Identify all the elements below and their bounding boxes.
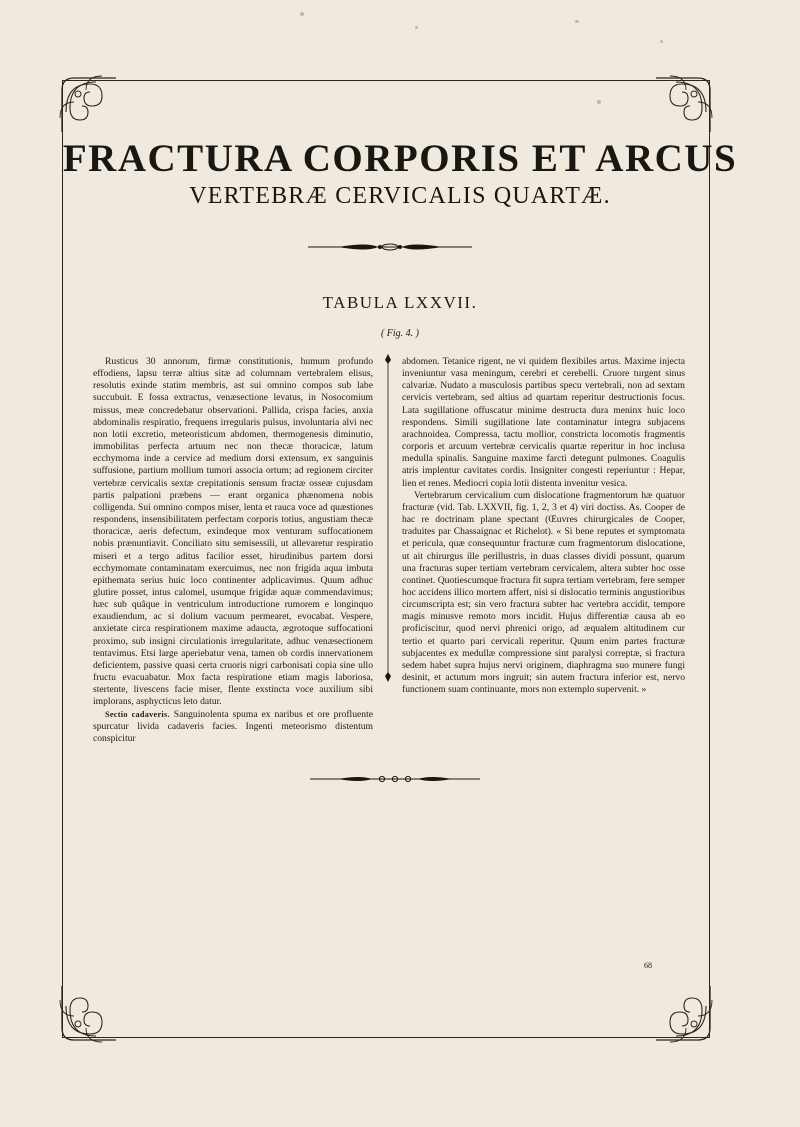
corner-flourish-bottom-right xyxy=(650,980,716,1046)
corner-flourish-top-right xyxy=(650,72,716,138)
text-column-left xyxy=(93,356,373,745)
commentary-paragraph: Vertebrarum cervicalium cum dislocatione fragmentorum hæ quatuor fracturæ (vid. Tab. LXXVII, fig. 1, 2, 3 et 4) viri doctiss. As. Cooper de hac re doctrinam plane spectant (Œuvres chirurgicales de Cooper, traduites par Chassaignac et Richelot). « Si bene reputes et symptomata et pericula, quæ consequuntur fracturæ cum fragmentorum dislocatione, ut ait chirurgus ille perillustris, in duas classes dividi possunt, quarum una fracturas super tertiam vertebram cervicalem, altera subter hoc osse continet. Quotiescumque fractura fit supra tertiam vertebram, fere semper hoc accidens illico mortem affert, nisi si dislocatio terminis angustioribus circumscripta est; sin vero fractura subter hac vertebra accidit, tempore magis minusve remoto mors incidit. Hujus differentiæ causa ab eo proficiscitur, quod nervi phrenici origo, ad æqualem altitudinem cur tertio et quarto pari cervicali reperitur. Quum enim partes fracturæ subjacentes ex medullæ compressione sint paralysi correptæ, si fractura sedem habet supra hujus nervi originem, diaphragma suo munere fungi desinit, et actutum mors ingruit; sin autem fractura inferior est, nervo functionem suam continuante, mors non extemplo supervenit. » xyxy=(402,489,685,696)
text-column-right xyxy=(402,356,685,696)
autopsy-continuation-paragraph: abdomen. Tetanice rigent, ne vi quidem flexibiles artus. Maxime injecta inveniuntur vasa meningum, cerebri et cerebelli. Cruore turgent sinus calvariæ. Nudato a musculosis partibus specu vertebrali, non ad sextam cervicis vertebram, sed altius ad quartam reperitur destructionis focus. Lata sugillatione offuscatur minime destructa dura meninx huic loco respondens. Simili sugillatione late contaminatur integra subjacens arachnoidea. Compressa, tactu mollior, constricta locomotis fragmentis corporis et arcuum vertebræ cervicalis quartæ reperitur in hoc inclusa medulla spinalis. Sanguine maxime farcti detegunt pulmones. Coagulis atris implentur cavitates cordis. Insigniter congesti reperiuntur : Hepar, lien et renes. Mediocri copia lotii distenta invenitur vesica. xyxy=(402,356,685,489)
page-subtitle: VERTEBRÆ CERVICALIS QUARTÆ. xyxy=(189,183,611,209)
page-title: FRACTURA CORPORIS ET ARCUS xyxy=(62,137,738,180)
paper-speck xyxy=(415,26,418,29)
autopsy-text: Sanguinolenta spuma ex naribus et ore profluente spurcatur livida cadaveris facies. Ingenti meteorismo distentum conspicitur xyxy=(93,708,373,744)
case-history-paragraph: Rusticus 30 annorum, firmæ constitutionis, humum profundo effodiens, lapsu terræ altius sitæ ad columnam vertebralem elisus, resolutis exinde statim membris, ast sui omnino compos sub labe succubuit. E fossa extractus, venæsectione levatus, in Nosocomium missus, meæ concredebatur observationi. Pallida, crispa facies, anxia abdominalis respiratio, frequens irregularis pulsus, involuntaria alvi nec non lotii excretio, meteoristicum abdomen, thermogenesis diminutio, immobilitas perfecta artuum nec non thecæ thoracicæ, latum ecchymoma inde a cervice ad medium dorsi extensum, ex sanguinis suffusione, partium mollium tumori associa ortum; ad regionem circiter vertebræ cervicalis sextæ crepitationis sensum fractæ osseæ cujusdam partis palpationi præbens — erant organica phænomena nobis colligenda. Sui omnino compos miser, lenta et rauca voce ad quæstiones respondens, insensibilitatem perfectam corporis totius, angustiam thecæ thoracicæ, aeris defectum, exindeque mox venturam suffocationem nobis prænuntiavit. Conciliato situ semisessili, ut allevaretur respiratio miseri et a tergo aditus facilior esset, hirudinibus partem dorsi ecchymomate contaminatam exercuimus, nec non frigida aqua imbuta epithemata serius huic loco continenter adplicavimus. Quum adhuc glutire posset, intus calomel, usumque frigidæ aquæ commendavimus; hæc sub quâque in ventriculum introductione rumorem e longinquo exaudiendum, ac si dolium vacuum permearet, evocabat. Vespere, anxietate circa respirationem maxime adaucta, ægrotoque suffocationi proximo, sub insigni circulationis irregularitate, adhuc venæsectionem tentavimus. Etsi large aperiebatur vena, tamen ob cordis innervationem deficientem, passive quasi certa cruoris nigri carbonisati copia sine ullo fructu evacuabatur. Mox facta respiratione etiam magis laboriosa, stertente, livescens facie miser, flente exstincta voce auxilium sibi implorans, asphycticus leto datur. xyxy=(93,356,373,708)
corner-flourish-bottom-left xyxy=(56,980,122,1046)
paper-speck xyxy=(300,12,304,16)
figure-reference: ( Fig. 4. ) xyxy=(380,328,420,339)
plate-number: TABULA LXXVII. xyxy=(322,293,478,312)
paper-speck xyxy=(575,20,579,23)
autopsy-paragraph xyxy=(93,709,373,745)
column-divider-rule xyxy=(383,354,393,682)
paper-speck xyxy=(660,40,663,43)
corner-flourish-top-left xyxy=(56,72,122,138)
sectio-cadaveris-label: Sectio cadaveris. xyxy=(105,709,170,719)
page-number: 68 xyxy=(644,961,652,970)
bottom-ornament-divider xyxy=(310,772,480,786)
title-ornament-divider xyxy=(308,240,472,254)
